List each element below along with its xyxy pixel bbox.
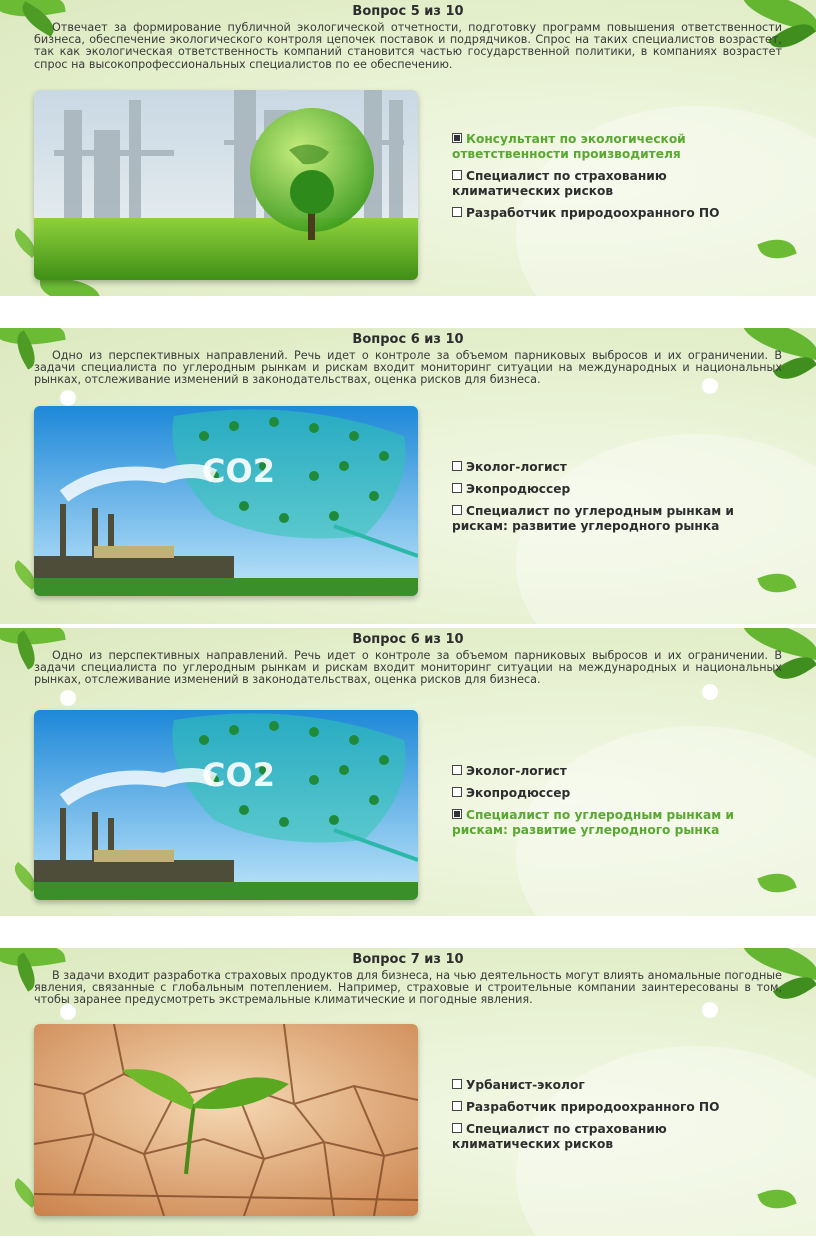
- answer-option[interactable]: [452, 764, 772, 779]
- question-image: [34, 1024, 418, 1216]
- answer-label: Специалист по углеродным рынкам и рискам: развитие углеродного рынка: [452, 808, 734, 837]
- co2-label: CO2: [202, 756, 275, 794]
- answers-list: [452, 764, 772, 845]
- answer-option[interactable]: [452, 169, 772, 199]
- question-text: Одно из перспективных направлений. Речь идет о контроле за объемом парниковых выбросов и их ограничении. В задачи специалиста по углеродным рынкам и рискам входит мониторинг ситуации на международных и национальных рынках, отслеживание изменений в законодательствах, оценка рисков для бизнеса.: [34, 649, 782, 687]
- question-title: Вопрос 7 из 10: [352, 952, 464, 967]
- question-text: Отвечает за формирование публичной экологической отчетности, подготовку программ повышения ответственности бизнеса, обеспечение экологического контроля цепочек поставок и подрядчиков. Спрос на таких специалистов возрастет, так как экологическая ответственность компаний становится частью государственной политики, в компаниях возрастет спрос на высокопрофессиональных специалистов по ее обеспечению.: [34, 21, 782, 71]
- answer-option[interactable]: [452, 132, 772, 162]
- answer-option[interactable]: [452, 808, 772, 838]
- slide-question-5: [0, 0, 816, 296]
- slide-question-7: [0, 948, 816, 1236]
- answer-label: Специалист по страхованию климатических рисков: [452, 169, 667, 198]
- checkbox-icon[interactable]: [452, 1123, 462, 1133]
- checkbox-icon[interactable]: [452, 483, 462, 493]
- answers-list: [452, 132, 772, 228]
- answers-list: [452, 460, 772, 541]
- butterfly-icon: [757, 1183, 796, 1215]
- checkbox-icon[interactable]: [452, 809, 462, 819]
- butterfly-icon: [757, 867, 796, 899]
- question-title: Вопрос 5 из 10: [352, 4, 464, 19]
- co2-net-factory-image: [34, 406, 418, 596]
- checkbox-icon[interactable]: [452, 1101, 462, 1111]
- answer-label: Специалист по углеродным рынкам и рискам: развитие углеродного рынка: [452, 504, 734, 533]
- answer-option[interactable]: [452, 482, 772, 497]
- slide-question-6-answered: [0, 628, 816, 916]
- answer-label: Консультант по экологической ответственности производителя: [452, 132, 686, 161]
- butterfly-icon: [757, 567, 796, 599]
- co2-net-factory-image: [34, 710, 418, 900]
- checkbox-icon[interactable]: [452, 461, 462, 471]
- question-image: [34, 90, 418, 280]
- checkbox-icon[interactable]: [452, 505, 462, 515]
- answer-label: Урбанист-эколог: [466, 1078, 585, 1092]
- answer-label: Экопродюссер: [466, 482, 571, 496]
- answer-option[interactable]: [452, 206, 772, 221]
- slide-question-6: [0, 328, 816, 624]
- answer-option[interactable]: [452, 1078, 772, 1093]
- checkbox-icon[interactable]: [452, 207, 462, 217]
- answers-list: [452, 1078, 772, 1159]
- factory-globe-tree-image: [34, 90, 418, 280]
- answer-option[interactable]: [452, 504, 772, 534]
- decor-dot: [60, 390, 76, 406]
- answer-option[interactable]: [452, 1122, 772, 1152]
- answer-option[interactable]: [452, 460, 772, 475]
- question-image: [34, 710, 418, 900]
- cracked-earth-sprout-image: [34, 1024, 418, 1216]
- question-text: Одно из перспективных направлений. Речь идет о контроле за объемом парниковых выбросов и их ограничении. В задачи специалиста по углеродным рынкам и рискам входит мониторинг ситуации на международных и национальных рынках, отслеживание изменений в законодательствах, оценка рисков для бизнеса.: [34, 349, 782, 387]
- checkbox-icon[interactable]: [452, 1079, 462, 1089]
- butterfly-icon: [757, 233, 796, 265]
- answer-label: Специалист по страхованию климатических рисков: [452, 1122, 667, 1151]
- checkbox-icon[interactable]: [452, 133, 462, 143]
- checkbox-icon[interactable]: [452, 787, 462, 797]
- answer-label: Разработчик природоохранного ПО: [466, 1100, 720, 1114]
- question-title: Вопрос 6 из 10: [352, 632, 464, 647]
- decor-dot: [60, 690, 76, 706]
- answer-option[interactable]: [452, 1100, 772, 1115]
- leaf-decoration-icon: [40, 278, 100, 296]
- answer-label: Эколог-логист: [466, 460, 567, 474]
- answer-option[interactable]: [452, 786, 772, 801]
- answer-label: Эколог-логист: [466, 764, 567, 778]
- question-title: Вопрос 6 из 10: [352, 332, 464, 347]
- answer-label: Разработчик природоохранного ПО: [466, 206, 720, 220]
- question-image: [34, 406, 418, 596]
- co2-label: CO2: [202, 452, 275, 490]
- checkbox-icon[interactable]: [452, 765, 462, 775]
- question-text: В задачи входит разработка страховых продуктов для бизнеса, на чью деятельность могут влиять аномальные погодные явления, связанные с глобальным потеплением. Например, страховые и строительные компании заинтересованы в том, чтобы заранее предусмотреть экстремальные климатические и погодные явления.: [34, 969, 782, 1007]
- answer-label: Экопродюссер: [466, 786, 571, 800]
- checkbox-icon[interactable]: [452, 170, 462, 180]
